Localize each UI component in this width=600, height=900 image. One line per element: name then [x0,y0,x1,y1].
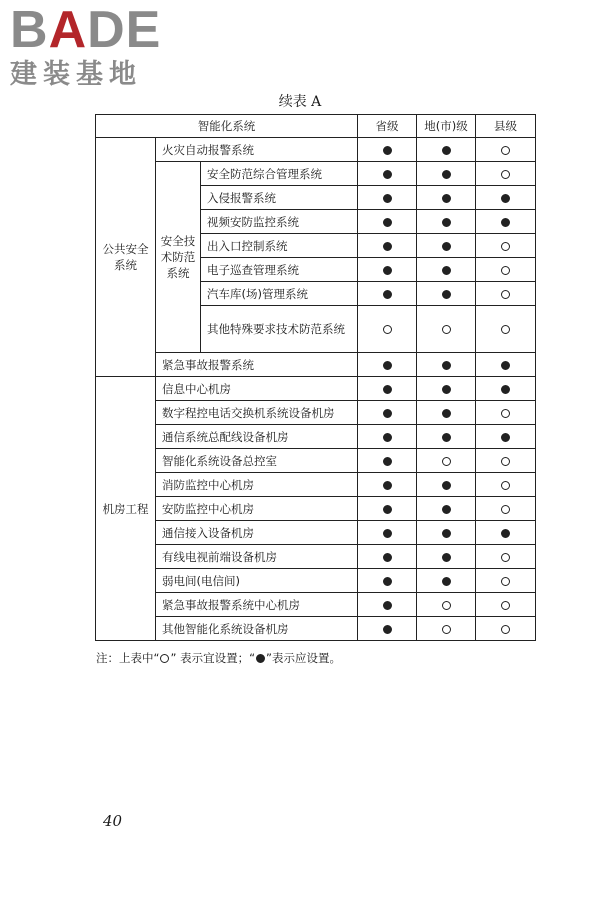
system-name-cell: 弱电间(电信间) [156,569,358,593]
filled-circle-icon [442,385,451,394]
system-name-cell: 火灾自动报警系统 [156,138,358,162]
filled-circle-icon [501,385,510,394]
filled-circle-icon [383,553,392,562]
open-circle-icon [501,481,510,490]
cell-county [476,162,536,186]
cell-county [476,377,536,401]
system-name-cell: 电子巡查管理系统 [201,258,358,282]
cell-city [417,545,476,569]
filled-circle-icon [442,361,451,370]
filled-circle-icon [442,577,451,586]
cell-province [358,473,417,497]
header-county: 县级 [476,115,536,138]
system-name-cell: 通信接入设备机房 [156,521,358,545]
table-row [96,449,536,473]
cell-city [417,617,476,641]
table-row [96,545,536,569]
table-row [96,138,536,162]
category-cell: 公共安全系统 [96,138,156,377]
system-name-cell: 消防监控中心机房 [156,473,358,497]
open-circle-icon [501,325,510,334]
system-name-cell: 其他特殊要求技术防范系统 [201,306,358,353]
cell-city [417,497,476,521]
filled-circle-icon [442,146,451,155]
cell-city [417,210,476,234]
system-name-cell: 通信系统总配线设备机房 [156,425,358,449]
open-circle-icon [442,325,451,334]
filled-circle-icon [383,170,392,179]
cell-province [358,138,417,162]
filled-circle-icon [501,218,510,227]
table-row [96,162,536,186]
filled-circle-icon [442,409,451,418]
header-province: 省级 [358,115,417,138]
cell-county [476,521,536,545]
cell-county [476,449,536,473]
open-circle-icon [501,290,510,299]
open-circle-icon [501,409,510,418]
open-circle-icon [501,242,510,251]
open-circle-icon [501,170,510,179]
system-name-cell: 数字程控电话交换机系统设备机房 [156,401,358,425]
open-circle-icon [501,457,510,466]
logo-subtitle: 建装基地 [10,59,142,90]
filled-circle-icon [383,242,392,251]
open-circle-icon [383,325,392,334]
system-name-cell: 视频安防监控系统 [201,210,358,234]
logo-wordmark: BADE [10,1,162,59]
system-name-cell: 紧急事故报警系统 [156,353,358,377]
filled-circle-icon [383,433,392,442]
cell-county [476,545,536,569]
filled-circle-icon [501,433,510,442]
filled-circle-icon [383,290,392,299]
table-caption: 续表 A [278,94,322,110]
open-circle-icon [442,457,451,466]
filled-circle-icon [383,529,392,538]
filled-circle-icon [442,266,451,275]
table-row [96,425,536,449]
cell-city [417,234,476,258]
system-name-cell: 汽车库(场)管理系统 [201,282,358,306]
open-circle-icon [501,266,510,275]
table-row [96,593,536,617]
cell-province [358,401,417,425]
filled-circle-icon [501,361,510,370]
cell-province [358,449,417,473]
cell-county [476,353,536,377]
filled-circle-icon [383,409,392,418]
cell-province [358,497,417,521]
cell-province [358,425,417,449]
cell-province [358,545,417,569]
cell-city [417,138,476,162]
table-row [96,617,536,641]
open-circle-icon [501,553,510,562]
open-circle-icon [160,654,169,663]
table-row [96,377,536,401]
open-circle-icon [442,601,451,610]
system-name-cell: 安防监控中心机房 [156,497,358,521]
system-name-cell: 信息中心机房 [156,377,358,401]
filled-circle-icon [383,194,392,203]
filled-circle-icon [442,481,451,490]
cell-county [476,210,536,234]
cell-province [358,162,417,186]
requirements-table [95,114,536,641]
cell-city [417,593,476,617]
cell-city [417,306,476,353]
cell-city [417,569,476,593]
filled-circle-icon [383,266,392,275]
filled-circle-icon [383,218,392,227]
cell-province [358,186,417,210]
cell-province [358,353,417,377]
cell-city [417,353,476,377]
cell-city [417,473,476,497]
system-name-cell: 有线电视前端设备机房 [156,545,358,569]
filled-circle-icon [256,654,265,663]
open-circle-icon [442,625,451,634]
cell-county [476,234,536,258]
table-row [96,569,536,593]
filled-circle-icon [383,505,392,514]
system-name-cell: 其他智能化系统设备机房 [156,617,358,641]
filled-circle-icon [442,218,451,227]
filled-circle-icon [383,577,392,586]
open-circle-icon [501,577,510,586]
cell-county [476,569,536,593]
open-circle-icon [501,601,510,610]
cell-province [358,521,417,545]
cell-county [476,186,536,210]
open-circle-icon [501,505,510,514]
cell-province [358,282,417,306]
cell-county [476,282,536,306]
header-system: 智能化系统 [96,115,358,138]
cell-city [417,282,476,306]
table-row [96,497,536,521]
cell-county [476,593,536,617]
cell-city [417,425,476,449]
cell-province [358,210,417,234]
cell-city [417,258,476,282]
filled-circle-icon [442,290,451,299]
subcategory-cell: 安全技术防范系统 [156,162,201,353]
filled-circle-icon [383,457,392,466]
cell-province [358,306,417,353]
filled-circle-icon [383,385,392,394]
cell-province [358,593,417,617]
system-name-cell: 智能化系统设备总控室 [156,449,358,473]
filled-circle-icon [442,505,451,514]
table-row [96,521,536,545]
filled-circle-icon [501,194,510,203]
cell-province [358,377,417,401]
system-name-cell: 安全防范综合管理系统 [201,162,358,186]
system-name-cell: 紧急事故报警系统中心机房 [156,593,358,617]
filled-circle-icon [442,170,451,179]
brand-logo [10,1,162,90]
header-city: 地(市)级 [417,115,476,138]
cell-city [417,162,476,186]
open-circle-icon [501,146,510,155]
system-name-cell: 入侵报警系统 [201,186,358,210]
page-number: 40 [103,812,123,830]
table-row [96,473,536,497]
filled-circle-icon [383,601,392,610]
table-note: 注：上表中“ ” 表示宜设置；“ ”表示应设置。 [96,651,342,665]
open-circle-icon [501,625,510,634]
table-row [96,401,536,425]
cell-city [417,449,476,473]
table-row [96,353,536,377]
cell-city [417,377,476,401]
cell-province [358,258,417,282]
cell-province [358,569,417,593]
cell-county [476,306,536,353]
filled-circle-icon [442,242,451,251]
cell-county [476,138,536,162]
category-cell: 机房工程 [96,377,156,641]
cell-county [476,425,536,449]
cell-county [476,258,536,282]
cell-city [417,186,476,210]
cell-county [476,401,536,425]
cell-county [476,617,536,641]
cell-county [476,497,536,521]
filled-circle-icon [383,361,392,370]
filled-circle-icon [442,433,451,442]
cell-province [358,617,417,641]
filled-circle-icon [442,553,451,562]
filled-circle-icon [442,194,451,203]
filled-circle-icon [383,481,392,490]
cell-city [417,401,476,425]
cell-province [358,234,417,258]
system-name-cell: 出入口控制系统 [201,234,358,258]
filled-circle-icon [501,529,510,538]
filled-circle-icon [442,529,451,538]
filled-circle-icon [383,625,392,634]
cell-county [476,473,536,497]
filled-circle-icon [383,146,392,155]
table-header-row [96,115,536,138]
cell-city [417,521,476,545]
